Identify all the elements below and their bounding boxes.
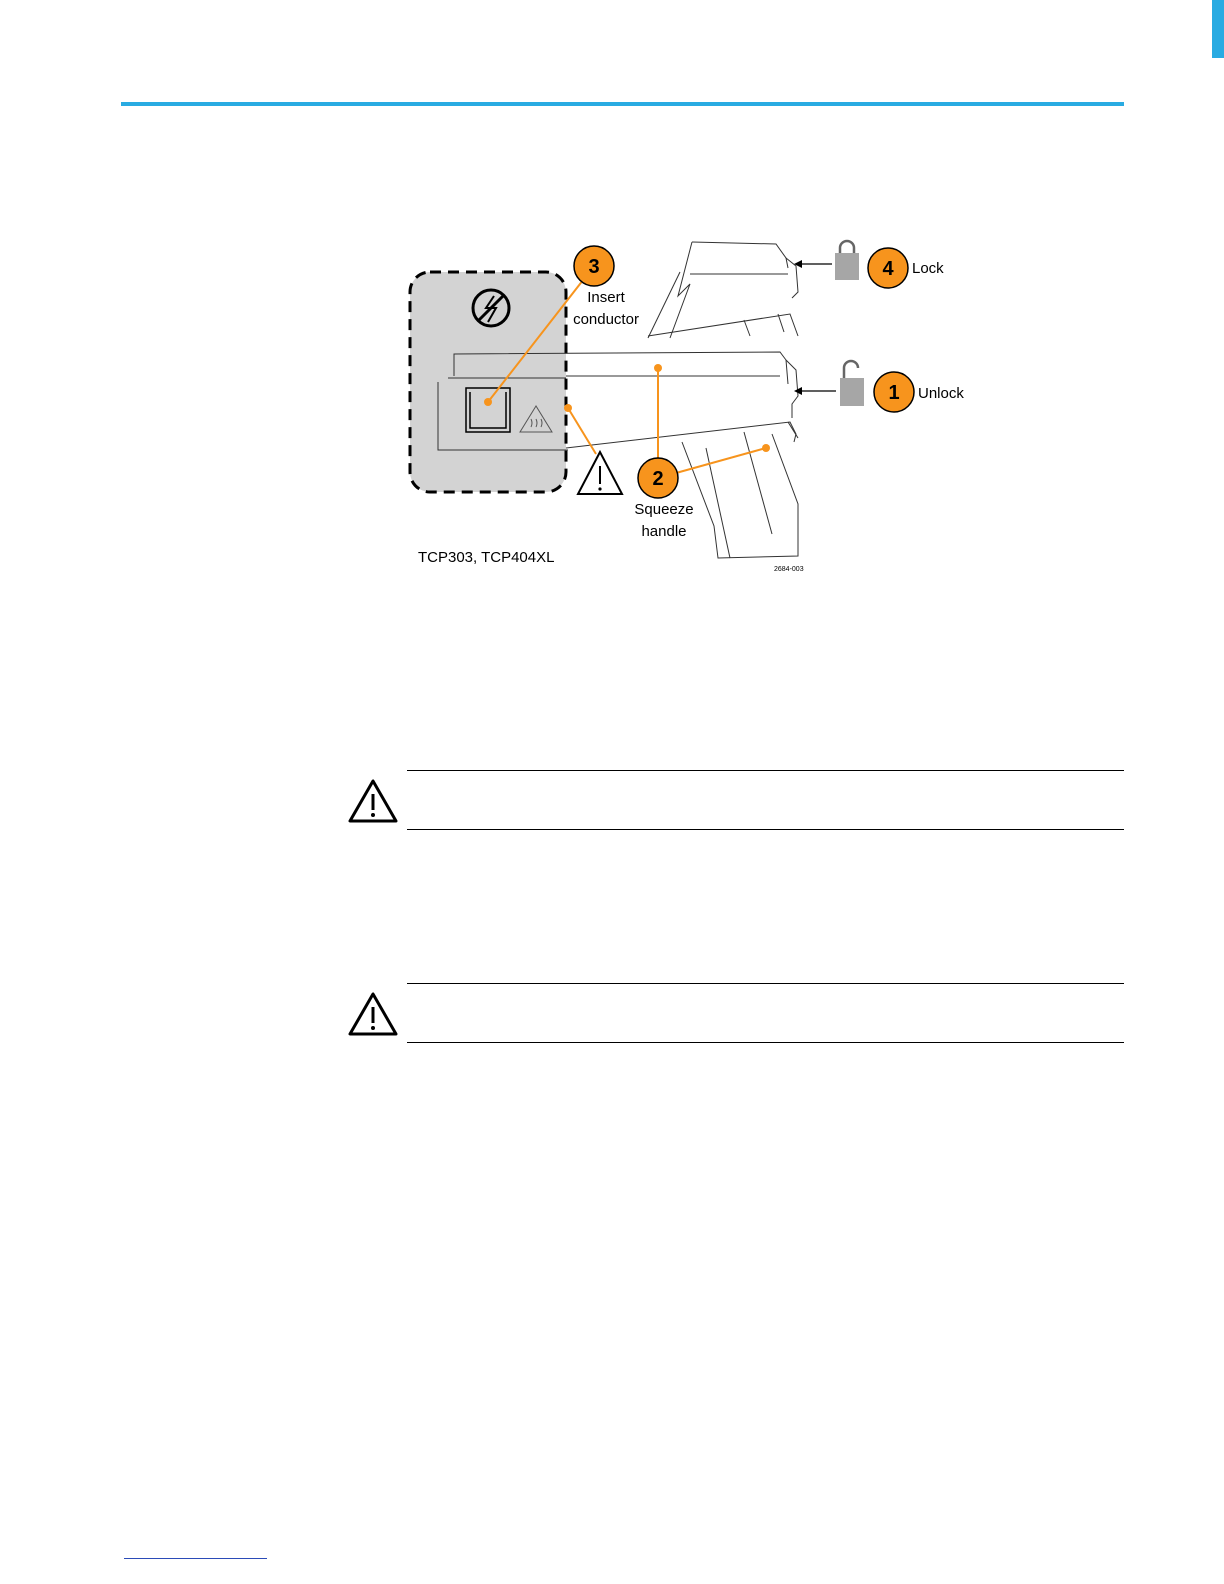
page-edge-tab xyxy=(1212,0,1224,58)
header-rule xyxy=(121,102,1124,106)
probe-diagram xyxy=(400,236,980,580)
callout-1-label: Unlock xyxy=(918,385,964,402)
warning-triangle-icon xyxy=(347,991,399,1037)
lock-closed-icon xyxy=(835,241,859,280)
footer-link-underline[interactable] xyxy=(124,1558,267,1559)
probe-figure xyxy=(400,236,980,580)
callout-4-number: 4 xyxy=(882,258,894,280)
callout-1 xyxy=(874,372,964,412)
probe-body-locked xyxy=(648,242,798,338)
figure-id: 2684-003 xyxy=(774,566,804,573)
callout-4 xyxy=(868,248,944,288)
callout-3-label-line1: Insert xyxy=(587,289,625,306)
warning-rule-bottom xyxy=(407,829,1124,830)
warning-block-1 xyxy=(347,770,1124,832)
callout-4-label: Lock xyxy=(912,260,944,277)
callout-2-label-line2: handle xyxy=(641,523,687,540)
warning-block-2 xyxy=(347,983,1124,1045)
lock-arrow xyxy=(794,260,832,268)
warning-rule-top xyxy=(407,983,1124,984)
callout-3 xyxy=(573,246,639,328)
callout-2-number: 2 xyxy=(652,468,664,490)
unlock-arrow xyxy=(794,387,836,395)
callout-3-number: 3 xyxy=(588,256,600,278)
figure-caption: TCP303, TCP404XL xyxy=(418,549,555,566)
callout-3-label-line2: conductor xyxy=(573,311,639,328)
callout-1-number: 1 xyxy=(888,382,900,404)
warning-rule-top xyxy=(407,770,1124,771)
lock-open-icon xyxy=(840,361,864,406)
warning-rule-bottom xyxy=(407,1042,1124,1043)
callout-2-label-line1: Squeeze xyxy=(634,501,694,518)
caution-triangle-icon xyxy=(578,452,622,494)
warning-triangle-icon xyxy=(347,778,399,824)
